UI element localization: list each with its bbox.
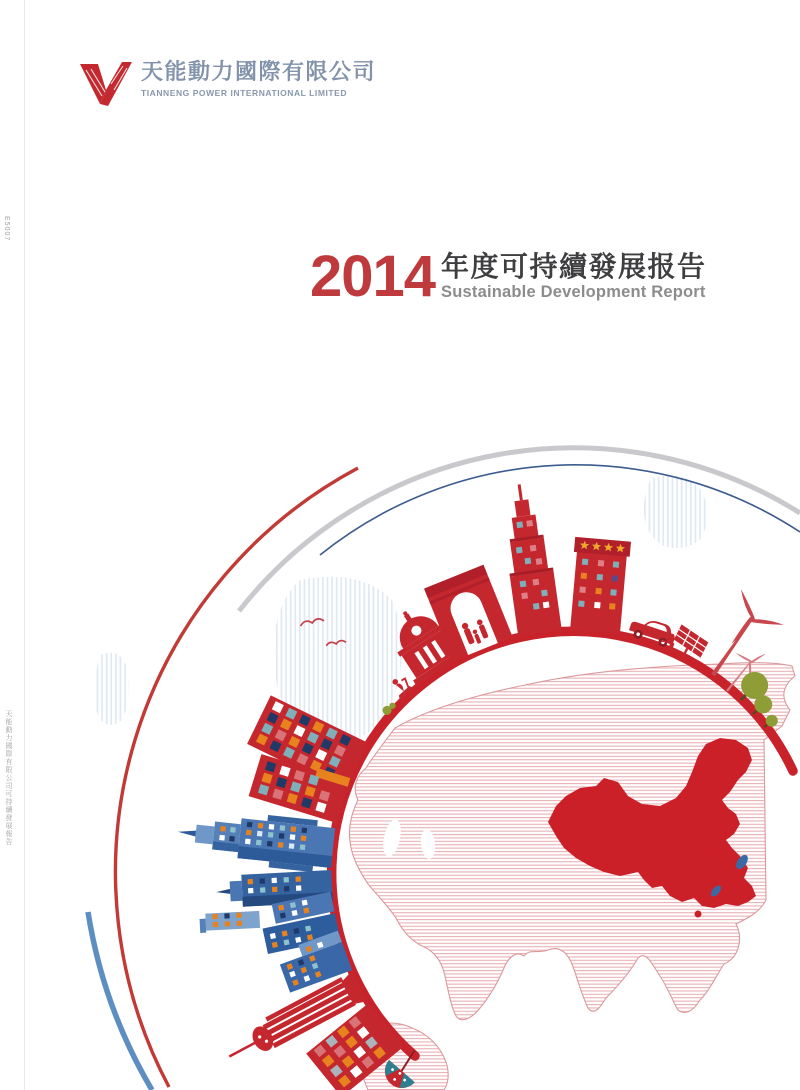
cover-title <box>310 244 707 309</box>
star-hotel <box>567 537 631 635</box>
spine-mark-top: E5007 <box>3 216 10 242</box>
title-year: 2014 <box>310 244 436 309</box>
tiered-skyscraper <box>497 481 561 636</box>
logo-v-icon <box>78 60 134 110</box>
pale-tower-annex <box>199 911 260 933</box>
title-en: Sustainable Development Report <box>441 283 706 302</box>
company-logo <box>78 60 376 110</box>
title-zh: 年度可持續發展报告 <box>441 251 707 282</box>
hainan-island <box>695 911 702 918</box>
spine-fold-line <box>24 0 25 1090</box>
blue-skyscraper-cluster <box>175 806 336 874</box>
spine-mark-bottom: 天能動力國際有限公司可持續發展報告 <box>5 710 12 846</box>
company-name-en: TIANNENG POWER INTERNATIONAL LIMITED <box>141 88 348 99</box>
company-name-zh: 天能動力國際有限公司 <box>141 59 377 84</box>
